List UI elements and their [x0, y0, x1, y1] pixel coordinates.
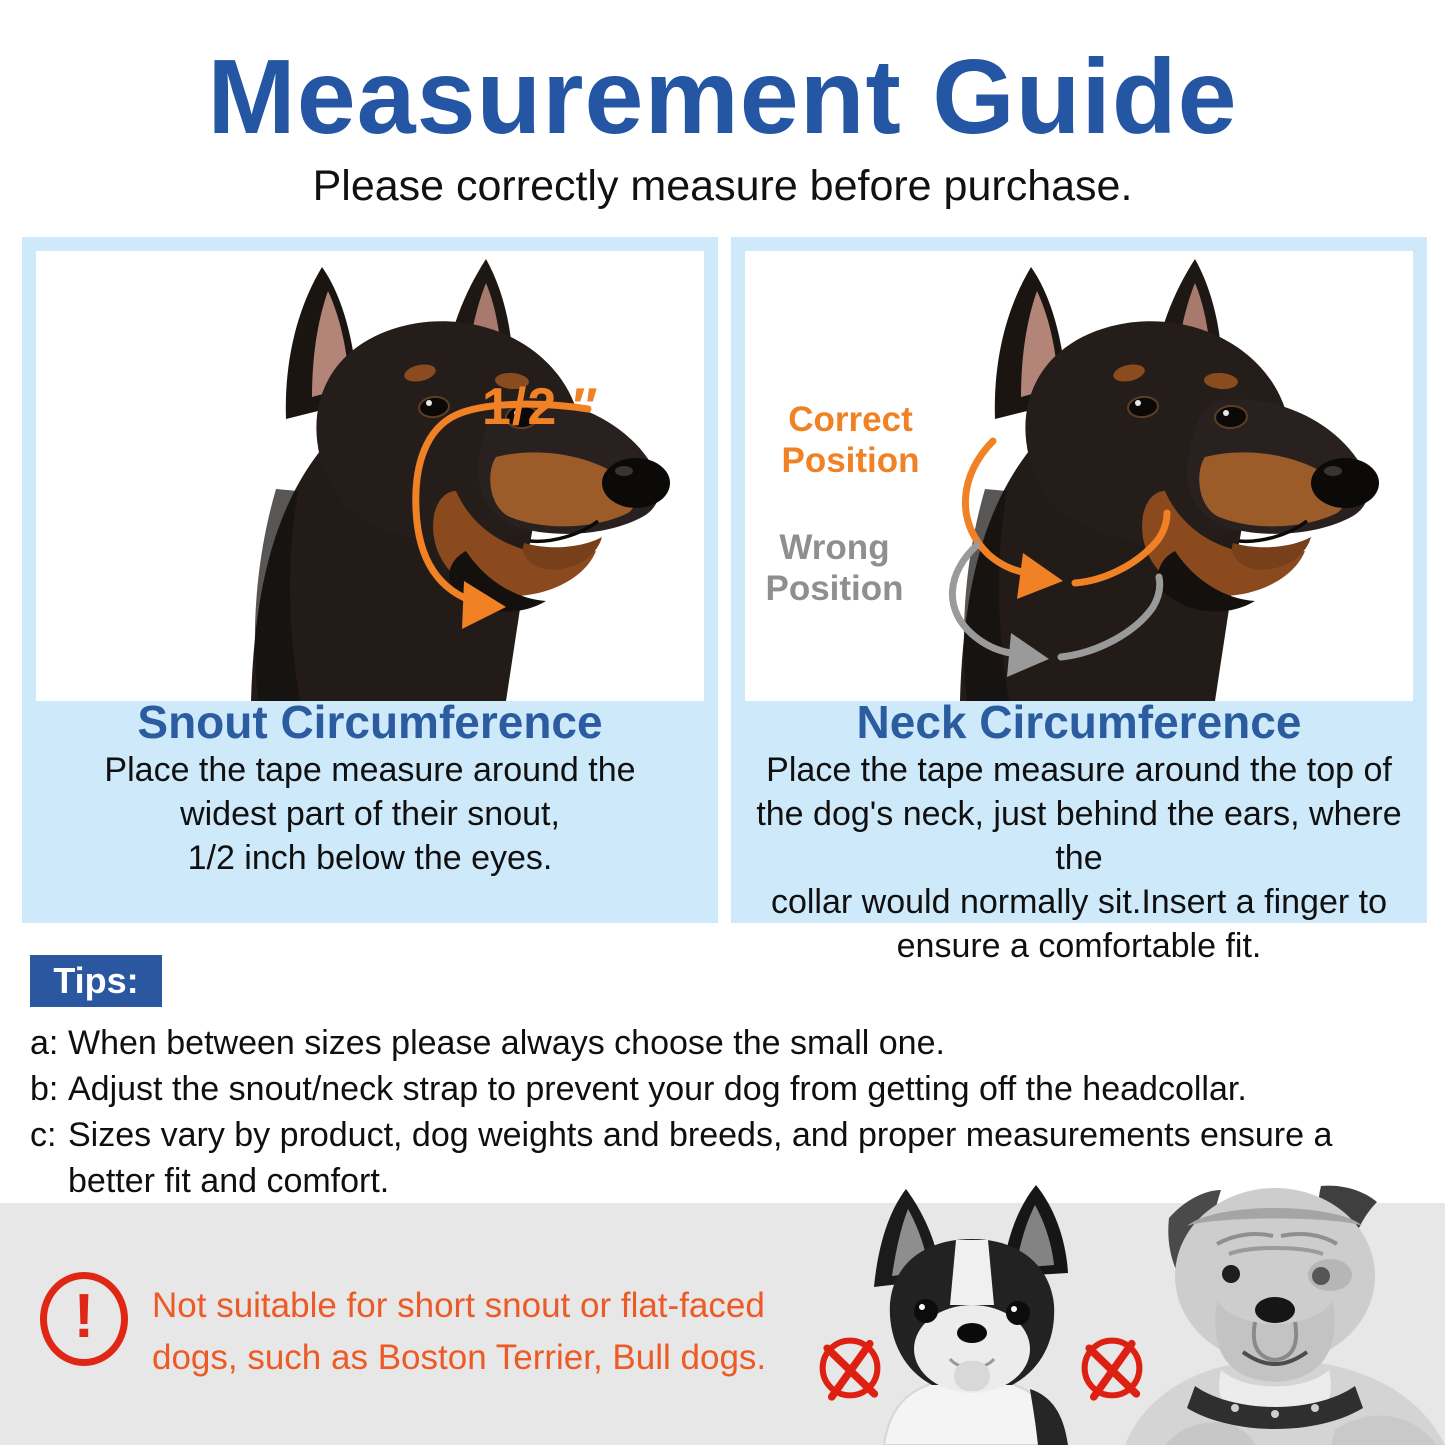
- doberman-photo-icon: [36, 251, 704, 701]
- snout-panel-description: [22, 748, 718, 880]
- tip-key: a:: [30, 1024, 59, 1062]
- tip-key: b:: [30, 1070, 59, 1108]
- tip-key: c:: [30, 1116, 57, 1154]
- correct-position-label: [773, 399, 928, 481]
- tips-badge: Tips:: [30, 955, 162, 1007]
- snout-size-annotation: 1/2 ″: [482, 378, 599, 436]
- wrong-position-line: Position: [765, 569, 904, 608]
- tip-item-a: [30, 1020, 945, 1066]
- snout-panel: [22, 237, 718, 923]
- neck-photo: [745, 251, 1413, 701]
- tip-text: When between sizes please always choose the small one.: [68, 1024, 945, 1062]
- neck-description-line: ensure a comfortable fit.: [896, 927, 1262, 965]
- neck-panel: [731, 237, 1427, 965]
- snout-photo: [36, 251, 704, 701]
- snout-panel-heading: Snout Circumference: [137, 696, 603, 748]
- page-subtitle: Please correctly measure before purchase.: [312, 162, 1133, 210]
- neck-panel-description: [731, 748, 1427, 968]
- snout-description-line: 1/2 inch below the eyes.: [187, 839, 553, 877]
- correct-position-line: Correct: [788, 400, 913, 439]
- no-symbol-icon: [1074, 1330, 1150, 1406]
- wrong-position-line: Wrong: [779, 528, 890, 567]
- alert-icon: [40, 1272, 128, 1366]
- snout-description-line: widest part of their snout,: [180, 795, 560, 833]
- snout-description-line: Place the tape measure around the: [104, 751, 636, 789]
- correct-position-line: Position: [781, 441, 920, 480]
- no-symbol-icon: [812, 1330, 888, 1406]
- tip-item-b: [30, 1066, 1247, 1112]
- neck-description-line: collar would normally sit.Insert a finger to: [770, 883, 1388, 921]
- neck-description-line: Place the tape measure around the top of: [766, 751, 1392, 789]
- neck-panel-heading: Neck Circumference: [856, 696, 1302, 748]
- tip-text: Adjust the snout/neck strap to prevent your dog from getting off the headcollar.: [68, 1070, 1247, 1108]
- neck-description-line: the dog's neck, just behind the ears, where the: [756, 795, 1402, 877]
- tip-text: Sizes vary by product, dog weights and breeds, and proper measurements ensure a better fit and comfort.: [68, 1116, 1333, 1200]
- page-title: Measurement Guide: [207, 38, 1238, 156]
- wrong-position-label: [757, 527, 912, 609]
- warning-text: Not suitable for short snout or flat-faced dogs, such as Boston Terrier, Bull dogs.: [152, 1286, 767, 1377]
- bulldog-photo-icon: [1125, 1180, 1445, 1445]
- alert-exclamation: !: [73, 1281, 95, 1351]
